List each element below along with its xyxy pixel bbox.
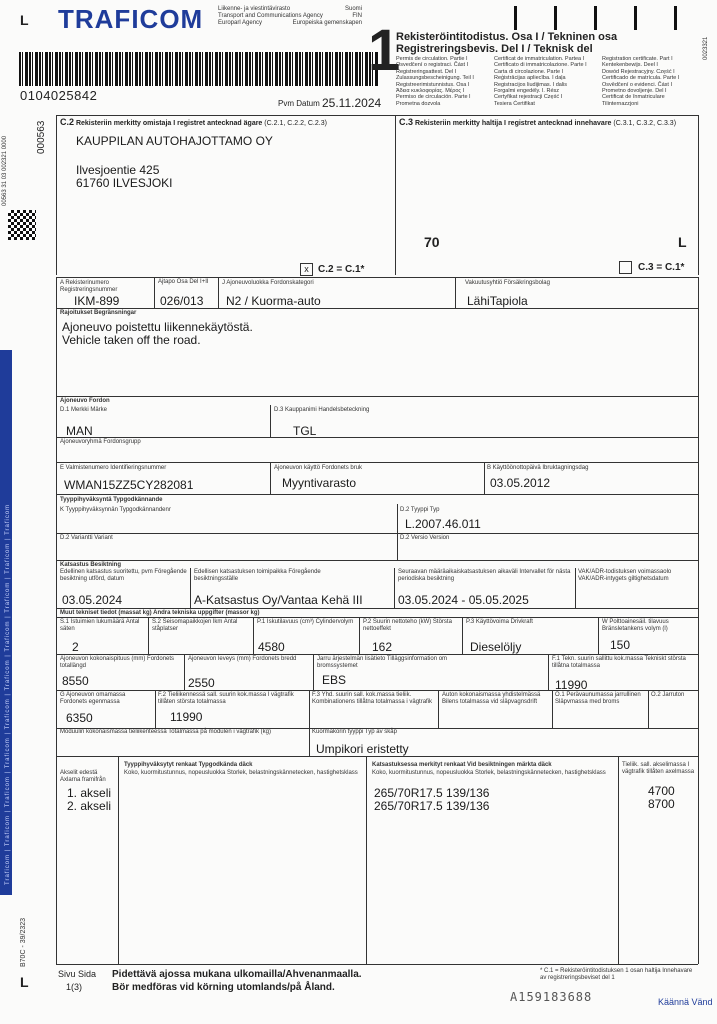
notice-sv: Bör medföras vid körning utomlands/på Åland. bbox=[112, 982, 335, 993]
translations-col3: Registration certificate. Part I Kentekenbewijs. Deel I Dowód Rejestracyjny. Część I Certificado de matrícula. Parte I Osvědčení o evidenci. Část I Prometno dovoljenje. Del I Certificat de înmatriculare Tilinternazzjoni bbox=[602, 56, 680, 107]
axle-1: 1. akseli bbox=[67, 786, 112, 800]
top-tick-marks bbox=[514, 6, 694, 30]
power-label: P.2 Suurin nettoteho (kW) Största nettoeffekt bbox=[363, 619, 452, 632]
vak-adr-label: VAK/ADR-todistuksen voimassaolo VAK/ADR-intygets giltighetsdatum bbox=[578, 569, 672, 582]
type-value: L.2007.46.011 bbox=[405, 517, 481, 531]
restrictions-line-2: Vehicle taken off the road. bbox=[62, 333, 201, 347]
inspection-date-value: 03.05.2024 bbox=[62, 593, 123, 607]
axle-mass-1: 4700 bbox=[648, 784, 675, 798]
inspection-section-label: Katsastus Besiktning bbox=[60, 562, 122, 568]
owner-name: KAUPPILAN AUTOHAJOTTAMO OY bbox=[76, 134, 273, 148]
tank-value: 150 bbox=[610, 638, 631, 652]
owner-equals-label: C.2 = C.1* bbox=[318, 264, 365, 275]
vin-value: WMAN15ZZ5CY282081 bbox=[64, 478, 194, 492]
tank-label: W Polttoainesäil. tilavuus Bränsletankens volym (l) bbox=[602, 619, 669, 632]
holder-equals-label: C.3 = C.1* bbox=[638, 262, 685, 273]
trade-name-label: D.3 Kauppanimi Handelsbeteckning bbox=[274, 407, 370, 413]
owner-street: Ilvesjoentie 425 bbox=[76, 163, 160, 177]
o1-label: O.1 Perävaunumassa jarrullinen Släpvmassa med broms bbox=[555, 692, 641, 705]
make-value: MAN bbox=[66, 424, 93, 438]
title-line-2: Registreringsbevis. Del I / Teknisk del bbox=[396, 43, 593, 55]
approved-tyres-sub: Koko, kuormitustunnus, nopeusluokka Storlek, belastningskännetecken, hastighetsklass bbox=[124, 770, 358, 776]
holder-equals-checkbox[interactable] bbox=[619, 261, 632, 274]
type-approval-section-label: Tyyppihyväksyntä Typgodkännande bbox=[60, 497, 163, 503]
vehicle-class-label: J Ajoneuvoluokka Fordonskategori bbox=[222, 280, 314, 286]
inspection-place-label: Edellisen katsastuksen toimipaikka Föregående besiktningsställe bbox=[194, 569, 321, 582]
sideband-text: Traficom | Traficom | Traficom | Traficom | Traficom | Traficom | Traficom | Traficom | Traficom | Traficom bbox=[5, 503, 11, 885]
brake-value: EBS bbox=[322, 673, 347, 687]
vin-label: E Valmistenumero Identifieringsnummer bbox=[60, 465, 167, 471]
ajanko-label: Ajtapo Osa Del I+II bbox=[158, 279, 209, 285]
serial-number: A159183688 bbox=[510, 990, 593, 1004]
marked-tyres-sub: Koko, kuormitustunnus, nopeusluokka Storlek, belastningskännetecken, hastighetsklass bbox=[372, 770, 606, 776]
page-label: Sivu Sida bbox=[58, 969, 97, 979]
vehicle-class-value: N2 / Kuorma-auto bbox=[226, 294, 321, 308]
restrictions-label: Rajoitukset Begränsningar bbox=[60, 310, 137, 316]
restrictions-line-1: Ajoneuvo poistettu liikennekäytöstä. bbox=[62, 320, 253, 334]
inspection-interval-value: 03.05.2024 - 05.05.2025 bbox=[398, 593, 529, 607]
insurer-value: LähiTapiola bbox=[467, 294, 528, 308]
f1-value: 11990 bbox=[555, 678, 588, 692]
owner-equals-checkbox[interactable]: x bbox=[300, 263, 313, 276]
type-label: D.2 Tyyppi Typ bbox=[400, 507, 440, 513]
approved-tyres-label: Tyyppihyväksytyt renkaat Typgodkända däck bbox=[124, 762, 253, 768]
displacement-label: P.1 Iskutilavuus (cm³) Cylindervolym bbox=[257, 619, 354, 625]
version-label: D.2 Versio Version bbox=[400, 535, 450, 541]
length-label: Ajoneuvon kokonaispituus (mm) Fordonets totallängd bbox=[60, 656, 175, 669]
reg-number-value: IKM-899 bbox=[74, 294, 120, 308]
holder-label: C.3 Rekisteriin merkitty haltija I registret antecknad innehavare (C.3.1, C.3.2, C.3.3) bbox=[399, 117, 677, 127]
doc-number: 0104025842 bbox=[20, 88, 98, 103]
length-value: 8550 bbox=[62, 674, 89, 688]
owner-label: C.2 Rekisteriin merkitty omistaja I registret antecknad ägare (C.2.1, C.2.2, C.2.3) bbox=[60, 117, 327, 127]
f3-label: F.3 Yhd. suurin sall. kok.massa tieliik. Kombinationens tillåtna totalmassa i vägtrafik bbox=[312, 692, 433, 705]
curb-mass-label: G Ajoneuvon omamassa Fordonets egenmassa bbox=[60, 692, 126, 705]
corner-l-bottom: L bbox=[20, 974, 29, 990]
body-type-value: Umpikori eristetty bbox=[316, 742, 409, 756]
curb-mass-value: 6350 bbox=[66, 711, 93, 725]
marked-tyres-label: Katsastuksessa merkityt renkaat Vid besiktningen märkta däck bbox=[372, 762, 552, 768]
displacement-value: 4580 bbox=[258, 640, 285, 654]
traficom-logo: TRAFICOM bbox=[58, 4, 204, 34]
tech-section-label: Muut tekniset tiedot (massat kg) Andra tekniska uppgifter (massor kg) bbox=[60, 610, 260, 616]
trade-name-value: TGL bbox=[293, 424, 317, 438]
first-registration-value: 03.05.2012 bbox=[490, 476, 551, 490]
vehicle-group-label: Ajoneuvoryhmä Fordonsgrupp bbox=[60, 439, 141, 445]
o2-label: O.2 Jarruton bbox=[651, 692, 685, 698]
inspection-interval-label: Seuraavan määräaikaiskatsastuksen aikaväli Intervallet för nästa periodiska besiktning bbox=[398, 569, 571, 582]
f1-label: F.1 Tekn. suurin sallittu kok.massa Tekniskt största tillåtna totalmassa bbox=[552, 656, 686, 669]
make-label: D.1 Merkki Märke bbox=[60, 407, 108, 413]
inspection-place-value: A-Katsastus Oy/Vantaa Kehä III bbox=[194, 593, 363, 607]
date-label: Pvm Datum bbox=[278, 99, 320, 108]
width-label: Ajoneuvon leveys (mm) Fordonets bredd bbox=[188, 656, 297, 662]
axle-2: 2. akseli bbox=[67, 799, 112, 813]
holder-stamp-number: 70 bbox=[424, 234, 440, 250]
part-number: 1 bbox=[368, 18, 401, 83]
vehicle-section-label: Ajoneuvo Fordon bbox=[60, 398, 110, 404]
vehicle-use-value: Myyntivarasto bbox=[282, 476, 357, 490]
barcode bbox=[19, 52, 379, 86]
page-value: 1(3) bbox=[66, 982, 83, 992]
width-value: 2550 bbox=[188, 676, 215, 690]
country-names: Suomi FIN Europeiska gemenskapen bbox=[292, 6, 362, 26]
brake-label: Jarru ärjestelmän lisätieto Tilläggsinformation om bromssystemet bbox=[317, 656, 448, 669]
f2-value: 11990 bbox=[170, 710, 203, 724]
corner-l-top: L bbox=[20, 12, 29, 28]
seats-label: S.1 Istuimien lukumäärä Antal säten bbox=[60, 619, 140, 632]
tyre-axle-1: 265/70R17.5 139/136 bbox=[374, 786, 490, 800]
reg-number-label: A Rekisterinumero Registreringsnummer bbox=[60, 280, 118, 293]
variant-label: D.2 Variantti Variant bbox=[60, 535, 113, 541]
ajanko-value: 026/013 bbox=[160, 294, 204, 308]
footnote: * C.1 = Rekisteröintitodistuksen 1 osan haltija Innehavare av registreringsbeviset del 1 bbox=[540, 968, 693, 981]
insurer-label: Vakuutusyhtiö Försäkringsbolag bbox=[465, 280, 550, 286]
f2-label: F.2 Tieliikennessä sall. suurin kok.massa I vägtrafik tillåten största totalmassa bbox=[158, 692, 294, 705]
vehicle-use-label: Ajoneuvon käyttö Fordonets bruk bbox=[274, 465, 363, 471]
date-value: 25.11.2024 bbox=[322, 96, 382, 110]
notice-fi: Pidettävä ajossa mukana ulkomailla/Ahvenanmaalla. bbox=[112, 969, 362, 980]
module-mass-label: Moduulin kokonaismassa tieliikenteessä Totalmassa på modulen i vägtrafik (kg) bbox=[60, 729, 271, 735]
body-type-label: Kuormakorin tyyppi Typ av skåp bbox=[312, 729, 397, 735]
k-label: K Tyyppihyväksynnän Typgodkännandenr bbox=[60, 507, 171, 513]
fuel-label: P.3 Käyttövoima Drivkraft bbox=[466, 619, 533, 625]
axles-label: Akselit edestä Axlarna framifrån bbox=[60, 770, 106, 783]
agency-names: Liikenne- ja viestintävirasto Transport and Communications Agency Europarl Agency bbox=[218, 6, 323, 26]
inspection-date-label: Edellinen katsastus suoritettu, pvm Föregående besiktning utförd, datum bbox=[60, 569, 187, 582]
translations-col1: Permis de circulation. Partie I Osvedčení o registraci. Část I Registreringsattest. Del I Zulassungsbescheinigung. Teil I Registreerimistunnistus. Osa I Άδεια κυκλοφορίας. Μέρος Ι Permiso de circulación. Parte I Prometna dozvola bbox=[396, 56, 474, 107]
translations-col2: Certificat de immatriculation. Partea I Certificato di immatricolazione. Parte I Carta di circolazione. Parte I Reģistrācijas apliecība. I daļa Registracijos liudijimas. I dalis Forgalmi engedély. I. Rész Certyfikat rejestracji Część I Tesiera Ċertifikat bbox=[494, 56, 587, 107]
tyre-axle-2: 265/70R17.5 139/136 bbox=[374, 799, 490, 813]
axle-mass-label: Tieliik. sall. akselimassa I vägtrafik tillåten axelmassa bbox=[622, 762, 695, 775]
seats-value: 2 bbox=[72, 640, 79, 654]
fuel-value: Dieselöljy bbox=[470, 640, 522, 654]
standing-label: S.2 Seisomapaikkojen lkm Antal ståplatser bbox=[152, 619, 238, 632]
owner-postal: 61760 ILVESJOKI bbox=[76, 176, 173, 190]
comb-mass-label: Auton kokonaismassa yhdistelmässä Bilens totalmassa vid släpvagnsdrift bbox=[442, 692, 541, 705]
holder-stamp-l: L bbox=[678, 234, 687, 250]
axle-mass-2: 8700 bbox=[648, 797, 675, 811]
title-line-1: Rekisteröintitodistus. Osa I / Tekninen osa bbox=[396, 31, 618, 43]
power-value: 162 bbox=[372, 640, 393, 654]
qr-code bbox=[8, 210, 36, 240]
first-registration-label: B Käyttöönottopäivä Ibruktagningsdag bbox=[487, 465, 589, 471]
turn-page: Käännä Vänd bbox=[658, 997, 713, 1007]
